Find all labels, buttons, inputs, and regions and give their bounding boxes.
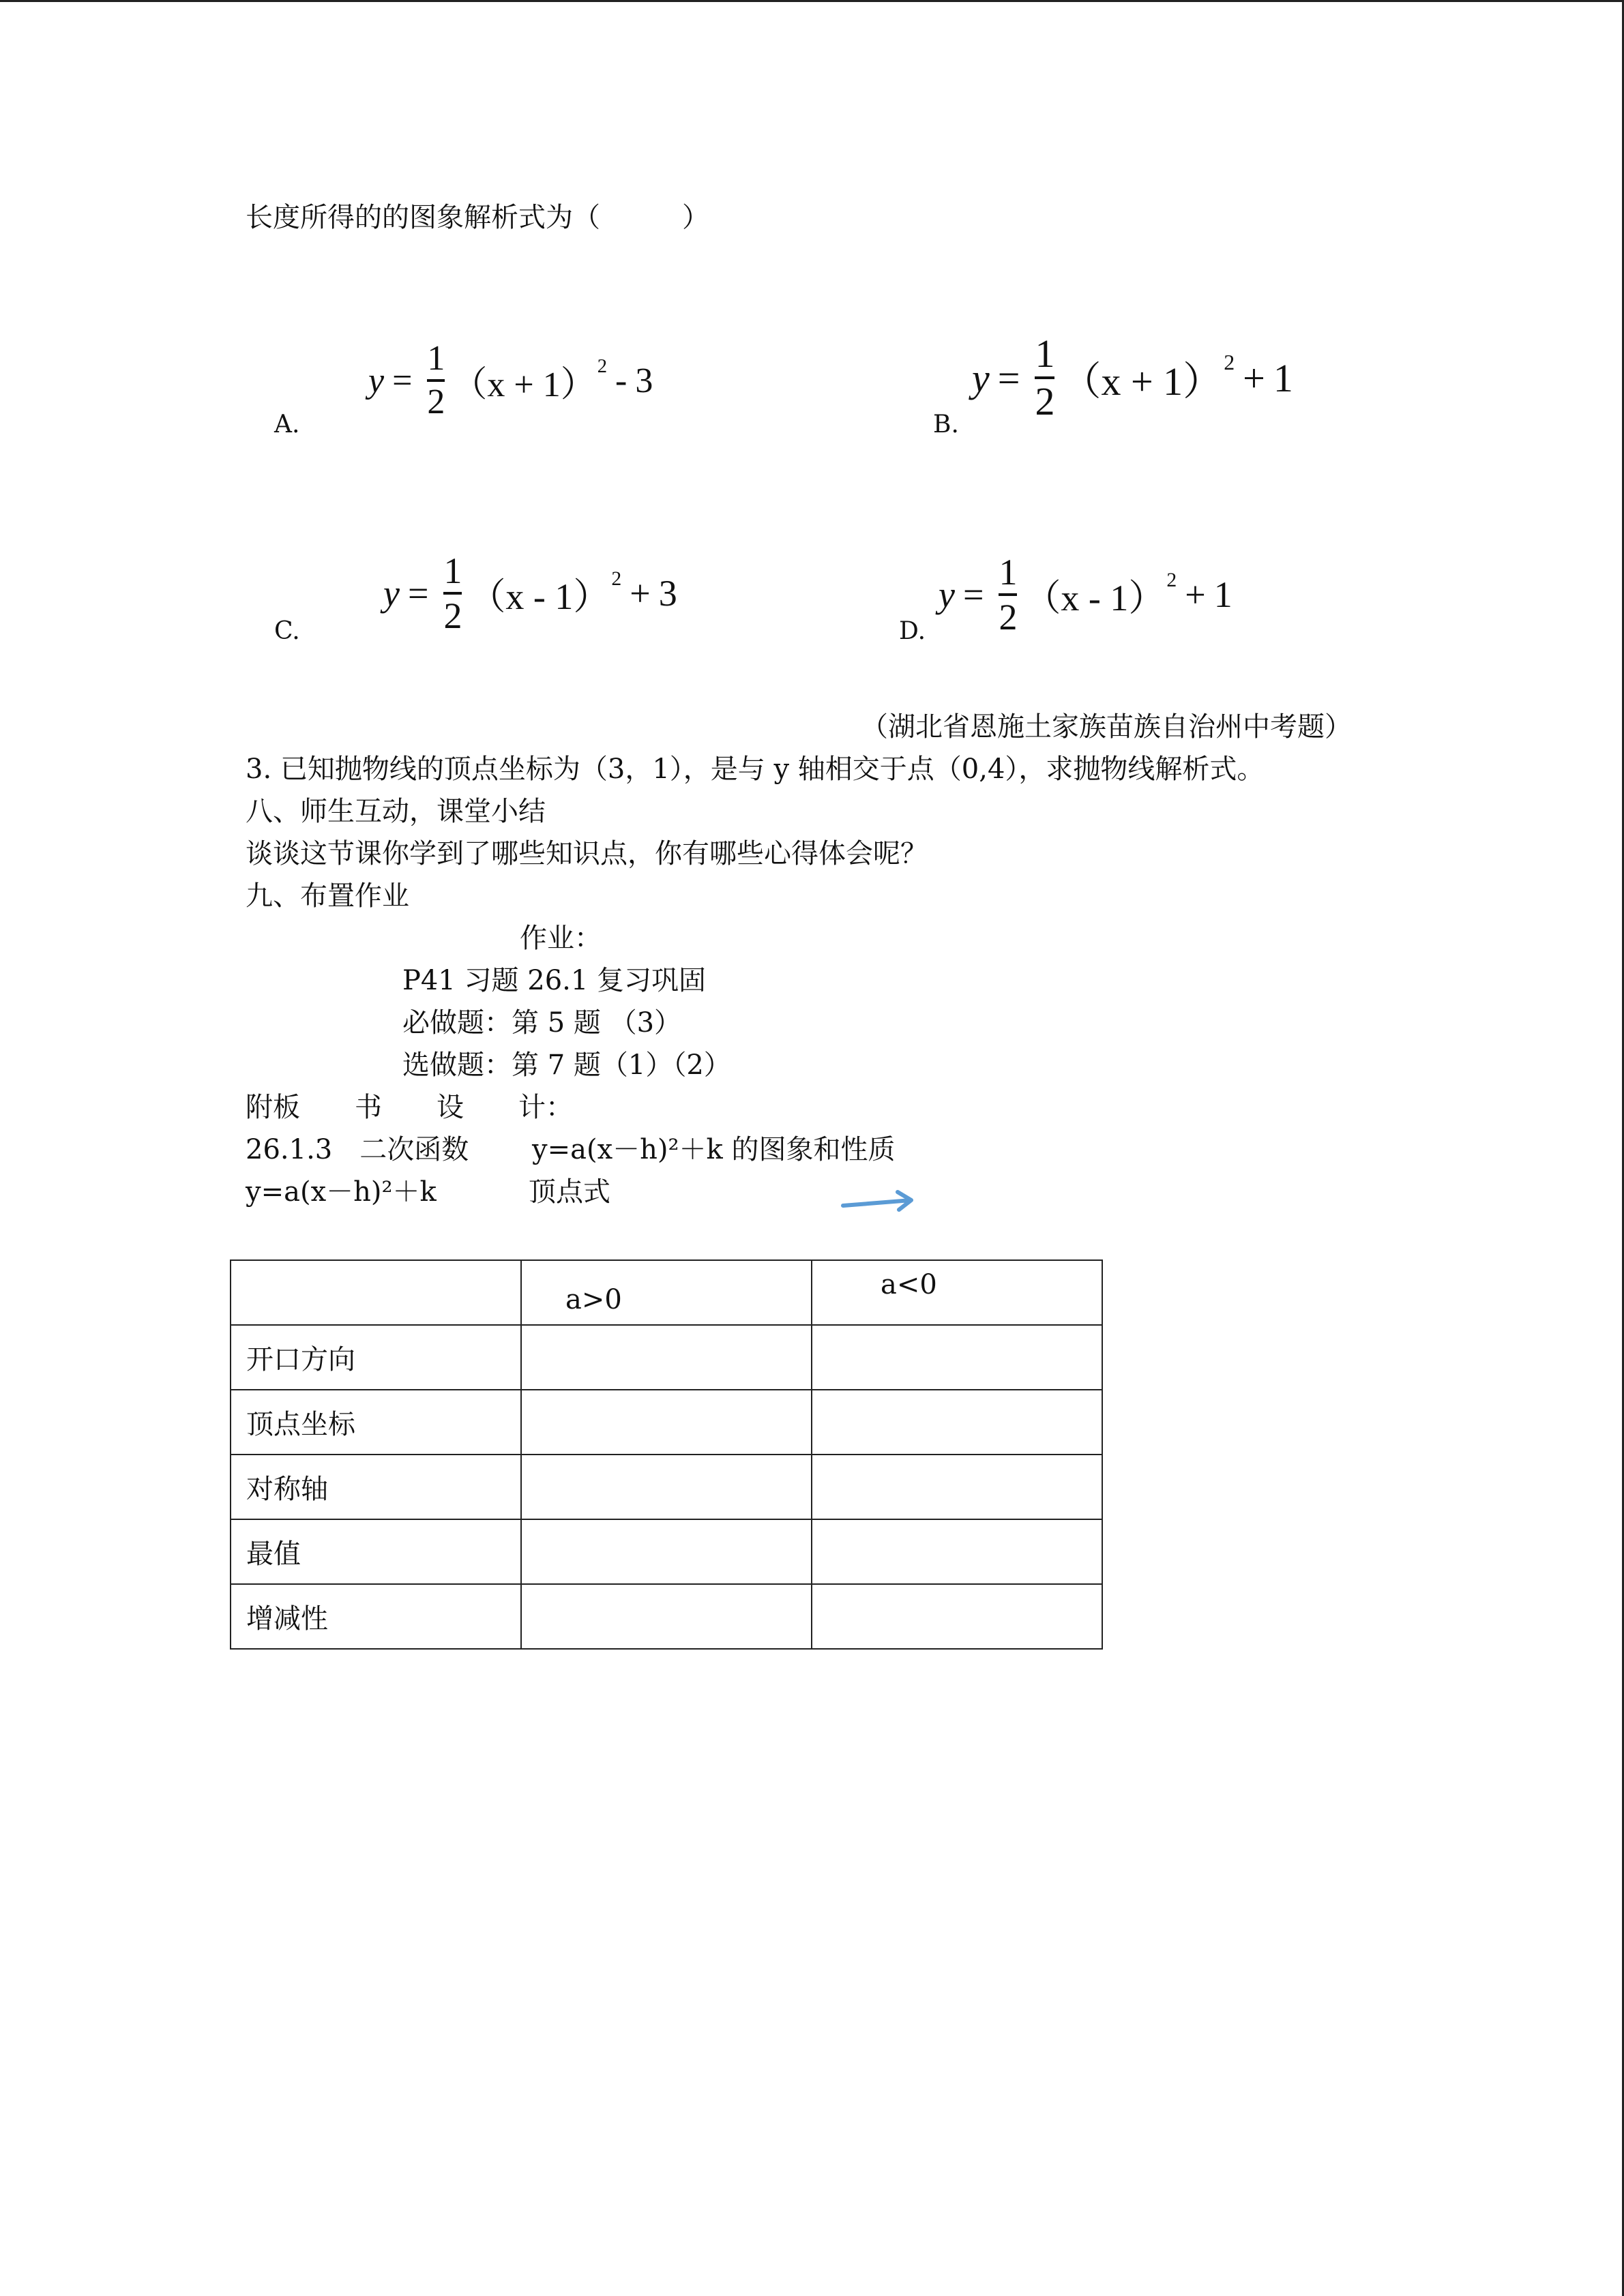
section-8-heading: 八、师生互动，课堂小结 [246,796,546,827]
board-design-heading: 附板 书 设 计： [246,1092,573,1123]
option-d-equation: y = $\frac{1}{2}$ （x - 1） $^2$ + 1 [939,552,1232,638]
table-cell [812,1455,1102,1519]
table-cell [812,1519,1102,1584]
table-row [231,1390,1102,1455]
table-cell [812,1325,1102,1390]
table-row [231,1519,1102,1584]
table-row [231,1325,1102,1390]
table-header-row [231,1260,1102,1325]
table-cell [521,1390,812,1455]
row-label-vertex-coordinates: 顶点坐标 [231,1390,521,1455]
page-top-border [0,0,1624,2]
table-row [231,1584,1102,1649]
arrow-icon [840,1188,915,1215]
table-cell [521,1325,812,1390]
table-cell [521,1519,812,1584]
table-header-a-negative: a<0 [812,1260,1102,1325]
question-tail: 长度所得的的图象解析式为（ ） [246,202,709,233]
option-a-label: A. [274,411,300,438]
option-a-equation: y = $\frac{1}{2}$ （x + 1） $^2$ - 3 [368,339,653,421]
option-d-label: D. [899,617,926,645]
table-cell [812,1584,1102,1649]
table-header-cell [231,1260,521,1325]
option-c-equation: y = $\frac{1}{2}$ （x - 1） $^2$ + 3 [383,550,677,636]
option-b-label: B. [933,411,959,438]
question-source: （湖北省恩施土家族苗族自治州中考题） [861,711,1352,743]
vertex-form-label: 顶点式 [529,1176,610,1208]
row-label-axis-of-symmetry: 对称轴 [231,1455,521,1519]
row-label-monotonicity: 增减性 [231,1584,521,1649]
option-c-label: C. [274,617,300,645]
option-b-equation: y = $\frac{1}{2}$ （x + 1） $^2$ + 1 [972,331,1293,423]
homework-title: 作业： [520,923,602,954]
table-cell [812,1390,1102,1455]
row-label-opening-direction: 开口方向 [231,1325,521,1390]
section-8-text: 谈谈这节课你学到了哪些知识点，你有哪些心得体会呢？ [246,838,928,869]
table-row [231,1455,1102,1519]
table-header-a-positive: a>0 [521,1260,812,1325]
homework-line-2: 必做题：第 5 题 （3） [402,1007,682,1039]
table-cell [521,1584,812,1649]
homework-line-1: P41 习题 26.1 复习巩固 [402,965,707,996]
vertex-formula: y=a(x－h)²＋k [246,1176,437,1208]
board-title-number: 26.1.3 二次函数 [246,1134,469,1165]
vertex-form-properties-table [230,1259,1103,1650]
row-label-extreme-value: 最值 [231,1519,521,1584]
board-title-function: y=a(x－h)²＋k 的图象和性质 [532,1134,896,1165]
homework-line-3: 选做题：第 7 题（1）（2） [402,1049,731,1081]
question-3: 3. 已知抛物线的顶点坐标为（3，1），是与 y 轴相交于点（0,4），求抛物线解析式。 [246,754,1265,785]
section-9-heading: 九、布置作业 [246,880,409,912]
table-cell [521,1455,812,1519]
